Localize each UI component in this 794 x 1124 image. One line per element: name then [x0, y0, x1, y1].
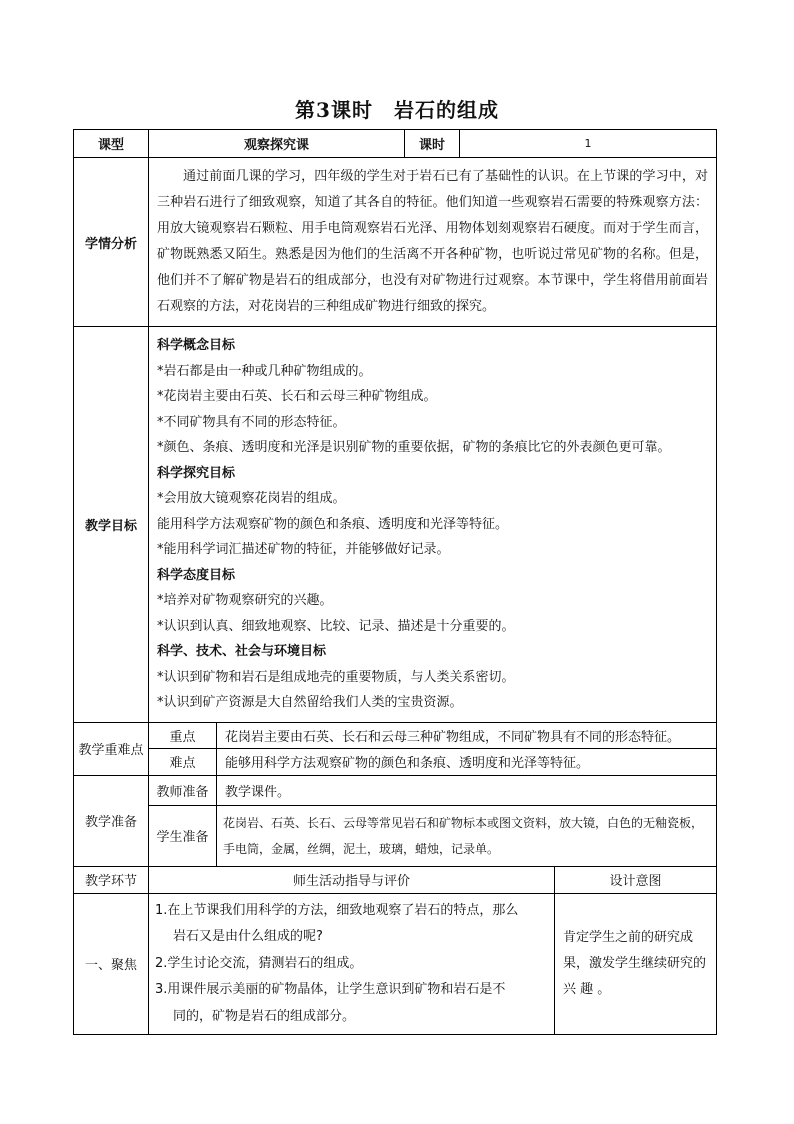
intent-column-header: 设计意图	[555, 866, 717, 893]
process-header-row	[74, 866, 717, 893]
type-value: 观察探究课	[149, 130, 405, 158]
goal-item: *能用科学词汇描述矿物的特征，并能够做好记录。	[157, 542, 450, 557]
analysis-row	[74, 158, 717, 327]
student-prep-row	[74, 805, 717, 866]
difficulty-label: 难点	[149, 748, 217, 775]
goal-item: *花岗岩主要由石英、长石和云母三种矿物组成。	[157, 389, 437, 404]
goal-item: *不同矿物具有不同的形态特征。	[157, 414, 346, 430]
analysis-text: 通过前面几课的学习，四年级的学生对于岩石已有了基础性的认识。在上节课的学习中，对三种岩石进行了细致观察，知道了其各自的特征。他们知道一些观察岩石需要的特殊观察方法：用放大镜观察岩石颗粒、用手电筒观察岩石光泽、用物体划刻观察岩石硬度。而对于学生而言，矿物既熟悉又陌生。熟悉是因为他们的生活离不开各种矿物，也听说过常见矿物的名称。但是，他们并不了解矿物是岩石的组成部分，也没有对矿物进行过观察。本节课中，学生将借用前面岩石观察的方法，对花岗岩的三种组成矿物进行细致的探究。	[149, 158, 717, 327]
teacher-prep-row	[74, 775, 717, 805]
stage-label: 一、聚焦	[74, 893, 149, 1035]
goal-item: *颜色、条痕、透明度和光泽是识别矿物的重要依据，矿物的条痕比它的外表颜色更可靠。	[157, 440, 671, 455]
lesson-plan-table	[73, 129, 717, 1035]
goal-item: *认识到矿物和岩石是组成地壳的重要物质，与人类关系密切。	[157, 669, 515, 685]
goal-item: 能用科学方法观察矿物的颜色和条痕、透明度和光泽等特征。	[157, 516, 509, 532]
goal-heading: 科学态度目标	[157, 567, 236, 583]
activity-column-header: 师生活动指导与评价	[149, 866, 555, 893]
difficulty-text: 能够用科学方法观察矿物的颜色和条痕、透明度和光泽等特征。	[217, 748, 717, 775]
goals-content	[149, 327, 717, 723]
step-line: 1.在上节课我们用科学的方法，细致地观察了岩石的特点，那么	[155, 902, 519, 918]
type-label: 课型	[74, 130, 149, 158]
step-line: 同的，矿物是岩石的组成部分。	[173, 1008, 356, 1024]
difficulty-row	[74, 748, 717, 775]
goal-item: *认识到认真、细致地观察、比较、记录、描述是十分重要的。	[157, 618, 515, 634]
analysis-label: 学情分析	[74, 158, 149, 327]
hours-value: 1	[460, 130, 717, 158]
focus-text: 花岗岩主要由石英、长石和云母三种矿物组成，不同矿物具有不同的形态特征。	[217, 722, 717, 748]
goal-heading: 科学探究目标	[157, 465, 236, 481]
goal-heading: 科学、技术、社会与环境目标	[157, 644, 327, 659]
stage-column-header: 教学环节	[74, 866, 149, 893]
goal-heading: 科学概念目标	[157, 338, 236, 353]
student-prep-label: 学生准备	[149, 805, 217, 866]
focus-label: 重点	[149, 722, 217, 748]
focus-row	[74, 722, 717, 748]
goals-row	[74, 327, 717, 723]
process-row	[74, 893, 717, 1035]
activity-steps	[149, 893, 555, 1035]
step-line: 2.学生讨论交流，猜测岩石的组成。	[155, 955, 363, 971]
step-line: 岩石又是由什么组成的呢?	[173, 929, 323, 944]
goal-item: *培养对矿物观察研究的兴趣。	[157, 593, 333, 608]
goal-item: *岩石都是由一种或几种矿物组成的。	[157, 363, 372, 379]
key-points-label: 教学重难点	[74, 722, 149, 775]
student-prep-text: 花岗岩、石英、长石、云母等常见岩石和矿物标本或图文资料，放大镜，白色的无釉瓷板，手电筒，金属，丝绸，泥土，玻璃，蜡烛，记录单。	[217, 805, 717, 866]
goal-item: *会用放大镜观察花岗岩的组成。	[157, 491, 346, 506]
goal-item: *认识到矿产资源是大自然留给我们人类的宝贵资源。	[157, 695, 463, 710]
header-row	[74, 130, 717, 158]
step-line: 3.用课件展示美丽的矿物晶体，让学生意识到矿物和岩石是不	[155, 982, 506, 997]
teacher-prep-label: 教师准备	[149, 775, 217, 805]
preparation-label: 教学准备	[74, 775, 149, 866]
goals-label: 教学目标	[74, 327, 149, 723]
hours-label: 课时	[405, 130, 460, 158]
page-title: 第3课时 岩石的组成	[295, 98, 499, 122]
teacher-prep-text: 教学课件。	[217, 775, 717, 805]
design-intent: 肯定学生之前的研究成果，激发学生继续研究的兴 趣 。	[555, 893, 717, 1035]
